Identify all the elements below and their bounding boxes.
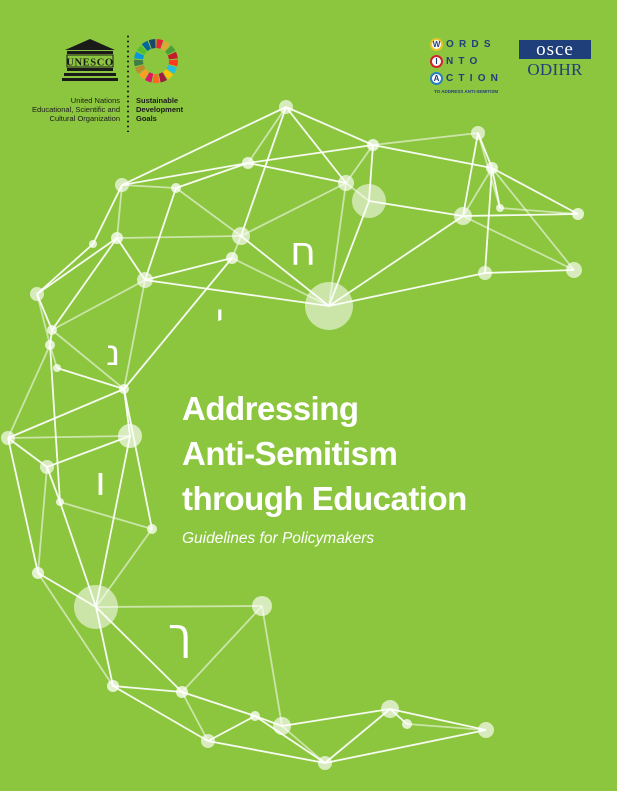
network-edge <box>145 258 232 280</box>
network-node <box>250 711 260 721</box>
wia-initial-i: I <box>430 55 443 68</box>
network-edge <box>124 389 152 529</box>
network-edge <box>463 216 574 270</box>
network-node <box>47 325 57 335</box>
network-node <box>338 175 354 191</box>
wia-tagline: TO ADDRESS ANTI-SEMITISM <box>434 89 499 94</box>
network-node <box>118 424 142 448</box>
network-node <box>318 756 332 770</box>
wia-row-action: A CTION <box>430 70 520 87</box>
network-node <box>478 266 492 280</box>
network-edge <box>208 716 255 741</box>
words-into-action-logo <box>430 36 520 94</box>
network-edge <box>8 389 124 438</box>
network-node <box>496 204 504 212</box>
network-edge <box>262 606 282 726</box>
osce-logo: osce <box>519 40 591 59</box>
sdg-wheel-segment <box>134 60 143 67</box>
network-edge <box>47 436 130 467</box>
network-node <box>252 596 272 616</box>
network-edge <box>37 238 117 294</box>
network-edge <box>500 208 578 214</box>
network-edge <box>117 236 241 238</box>
network-edge <box>325 730 486 763</box>
wia-initial-a: A <box>430 72 443 85</box>
network-node <box>381 700 399 718</box>
network-node <box>232 227 250 245</box>
page-subtitle: Guidelines for Policymakers <box>182 530 375 547</box>
network-edge <box>373 133 478 145</box>
network-edge <box>8 438 38 573</box>
network-node <box>352 184 386 218</box>
network-node <box>566 262 582 278</box>
unesco-name: United Nations Educational, Scientific and Cultural Organization <box>32 96 120 123</box>
network-node <box>56 498 64 506</box>
wia-row-words: W ORDS <box>430 36 520 53</box>
network-node <box>74 585 118 629</box>
network-node <box>367 139 379 151</box>
hebrew-letter-vav: ו <box>95 459 106 505</box>
network-edge <box>485 168 492 273</box>
network-node <box>45 340 55 350</box>
network-edge <box>492 168 578 214</box>
network-node <box>486 162 498 174</box>
network-edge <box>124 280 145 389</box>
network-node <box>471 126 485 140</box>
sdg-wheel-segment <box>153 74 160 83</box>
network-node <box>478 722 494 738</box>
network-node <box>30 287 44 301</box>
network-node <box>176 686 188 698</box>
network-node <box>171 183 181 193</box>
network-edge <box>145 188 176 280</box>
network-node <box>201 734 215 748</box>
unesco-temple-logo <box>62 38 118 86</box>
wia-row-into: I NTO <box>430 53 520 70</box>
network-node <box>137 272 153 288</box>
network-node <box>226 252 238 264</box>
hebrew-letter-nun: נ <box>106 333 121 374</box>
network-node <box>32 567 44 579</box>
network-edge <box>286 107 346 183</box>
hebrew-letter-final-kaf: ך <box>168 609 192 660</box>
network-edge <box>463 214 578 216</box>
network-edge <box>122 185 176 188</box>
network-edge <box>286 107 373 145</box>
network-node <box>147 524 157 534</box>
network-edge <box>182 606 262 692</box>
network-node <box>119 384 129 394</box>
network-node <box>242 157 254 169</box>
sdg-wheel-segment <box>169 60 178 67</box>
network-node <box>40 460 54 474</box>
hebrew-letter-yod: י <box>216 297 224 337</box>
network-edge <box>37 244 93 294</box>
wia-initial-w: W <box>430 38 443 51</box>
sdg-label: Sustainable Development Goals <box>136 96 184 123</box>
network-edge <box>38 467 47 573</box>
network-node <box>572 208 584 220</box>
network-edge <box>122 163 248 185</box>
network-edge <box>60 502 152 529</box>
network-node <box>107 680 119 692</box>
network-edge <box>485 270 574 273</box>
page-title: Addressing Anti-Semitism through Education <box>182 390 467 517</box>
network-node <box>111 232 123 244</box>
network-node <box>279 100 293 114</box>
network-edge <box>8 436 130 438</box>
network-edge <box>176 163 248 188</box>
network-node <box>115 178 129 192</box>
odihr-label: ODIHR <box>527 60 583 79</box>
network-edge <box>52 280 145 330</box>
network-node <box>1 431 15 445</box>
network-node <box>53 364 61 372</box>
sdg-wheel-icon <box>133 38 179 84</box>
network-edge <box>8 345 50 438</box>
network-edge <box>96 606 262 607</box>
hebrew-letter-het: ח <box>290 229 317 275</box>
network-node <box>89 240 97 248</box>
network-edge <box>248 145 373 163</box>
svg-text:UNESCO: UNESCO <box>66 57 114 69</box>
network-node <box>305 282 353 330</box>
network-node <box>454 207 472 225</box>
network-edge <box>176 188 241 236</box>
network-node <box>402 719 412 729</box>
dotted-divider <box>127 34 129 132</box>
network-node <box>273 717 291 735</box>
network-edge <box>492 168 574 270</box>
